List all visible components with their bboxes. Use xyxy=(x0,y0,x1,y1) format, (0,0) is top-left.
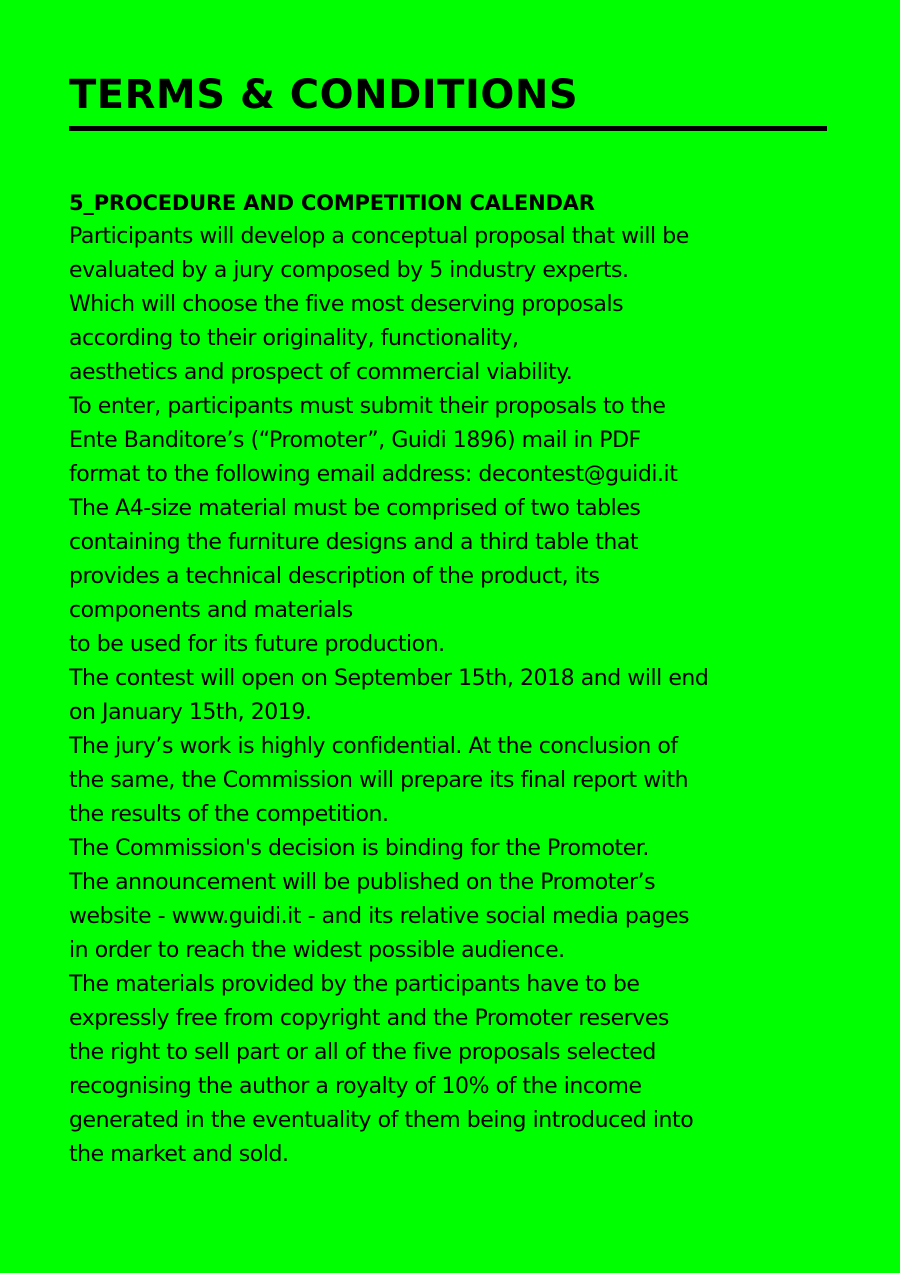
body-line: The materials provided by the participants have to be xyxy=(69,972,640,997)
body-line: provides a technical description of the product, its xyxy=(69,564,600,589)
body-line: To enter, participants must submit their proposals to the xyxy=(69,394,666,419)
body-line: Participants will develop a conceptual proposal that will be xyxy=(69,224,689,249)
section-heading: 5_PROCEDURE AND COMPETITION CALENDAR xyxy=(69,191,595,215)
body-line: according to their originality, functionality, xyxy=(69,326,519,351)
body-line: components and materials xyxy=(69,598,353,623)
body-line: evaluated by a jury composed by 5 industry experts. xyxy=(69,258,629,283)
body-line: the right to sell part or all of the five proposals selected xyxy=(69,1040,656,1065)
body-line: on January 15th, 2019. xyxy=(69,700,312,725)
body-line: the same, the Commission will prepare its final report with xyxy=(69,768,689,793)
body-line: the results of the competition. xyxy=(69,802,389,827)
body-line: The contest will open on September 15th, 2018 and will end xyxy=(69,666,709,691)
body-line: expressly free from copyright and the Promoter reserves xyxy=(69,1006,669,1031)
title-divider xyxy=(69,126,827,131)
body-line: The announcement will be published on the Promoter’s xyxy=(69,870,656,895)
body-line: website - www.guidi.it - and its relative social media pages xyxy=(69,904,690,929)
body-line: The jury’s work is highly confidential. At the conclusion of xyxy=(69,734,678,759)
body-line: the market and sold. xyxy=(69,1142,289,1167)
page-title: TERMS & CONDITIONS xyxy=(69,72,579,118)
procedure-section xyxy=(69,186,839,1172)
section-body xyxy=(69,220,839,1172)
body-line: format to the following email address: decontest@guidi.it xyxy=(69,462,678,487)
body-line: Which will choose the five most deserving proposals xyxy=(69,292,624,317)
body-line: to be used for its future production. xyxy=(69,632,445,657)
body-line: recognising the author a royalty of 10% of the income xyxy=(69,1074,642,1099)
body-line: Ente Banditore’s (“Promoter”, Guidi 1896) mail in PDF xyxy=(69,428,641,453)
body-line: generated in the eventuality of them being introduced into xyxy=(69,1108,694,1133)
body-line: in order to reach the widest possible audience. xyxy=(69,938,565,963)
body-line: The A4-size material must be comprised of two tables xyxy=(69,496,641,521)
body-line: containing the furniture designs and a third table that xyxy=(69,530,639,555)
body-line: The Commission's decision is binding for the Promoter. xyxy=(69,836,649,861)
body-line: aesthetics and prospect of commercial viability. xyxy=(69,360,573,385)
